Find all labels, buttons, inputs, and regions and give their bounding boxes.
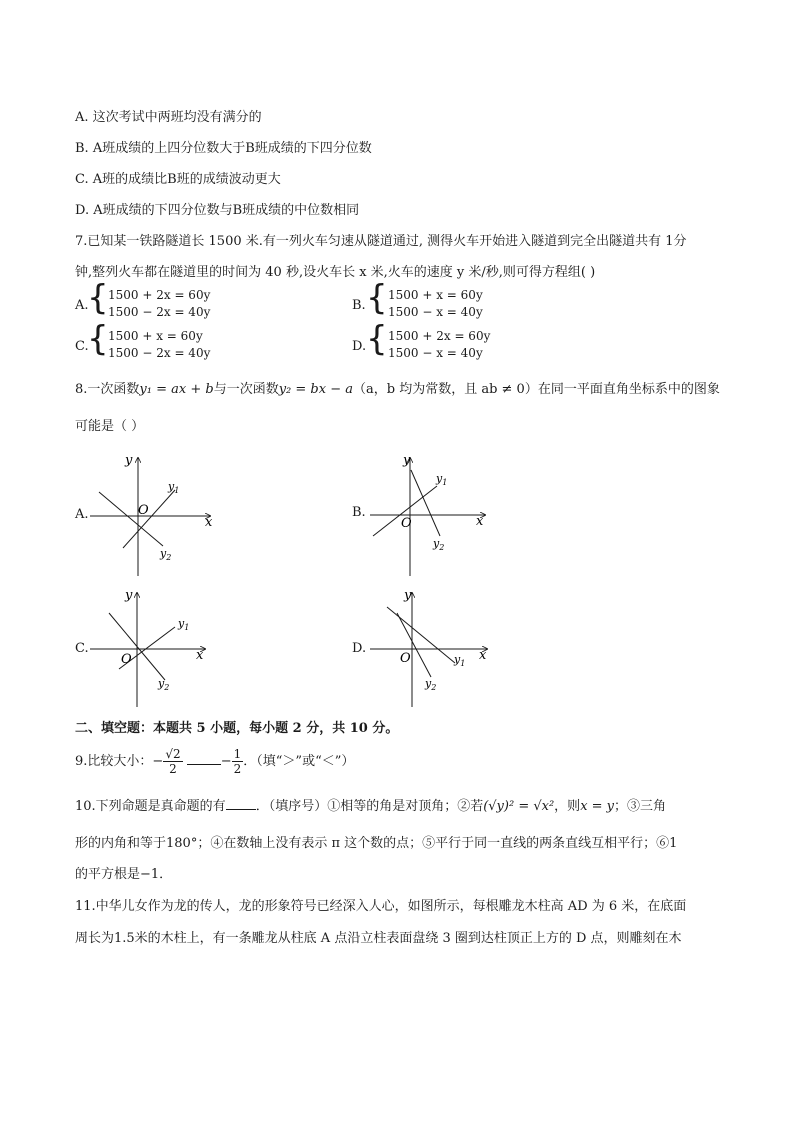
frac2-denominator: 2	[233, 762, 242, 776]
section-heading: 二、填空题：本题共 5 小题，每小题 2 分，共 10 分。	[75, 721, 399, 736]
x-axis-label: x	[205, 515, 213, 530]
q7-text-line2: 钟,整列火车都在隧道里的时间为 40 秒,设火车长 x 米,火车的速度 y 米/秒,则可得方程组( )	[75, 265, 596, 280]
origin-label: O	[400, 651, 411, 666]
y-axis-label: y	[403, 453, 411, 468]
line-y2	[397, 613, 431, 677]
q10-text-line2: 形的内角和等于180°；④在数轴上没有表示 π 这个数的点；⑤平行于同一直线的两条直线互相平行；⑥1	[75, 836, 678, 851]
q8-mid: 与一次函数	[213, 382, 279, 397]
q10-text-line1	[75, 795, 666, 814]
q8-graph-b-label: B.	[352, 505, 366, 520]
q8-graph-c	[85, 585, 215, 710]
y1-label: $y_1$	[454, 653, 466, 668]
minus-sign-1: −	[152, 754, 164, 769]
q8-graph-c-label: C.	[75, 641, 89, 656]
q7-option-d	[352, 319, 582, 366]
q8-text-line1	[75, 378, 720, 397]
q10-part-d: ，则	[554, 799, 581, 814]
q10-formula-2: x = y	[580, 799, 615, 814]
y2-label: $y_2$	[158, 677, 170, 692]
q8-graph-b	[365, 450, 495, 580]
q6-option-b: B. A班成绩的上四分位数大于B班成绩的下四分位数	[75, 141, 372, 156]
q9-fraction-2	[232, 747, 244, 776]
y2-label: $y_2$	[433, 537, 445, 552]
q8-graph-d	[365, 585, 495, 710]
q6-option-d: D. A班成绩的下四分位数与B班成绩的中位数相同	[75, 203, 360, 218]
y1-label: $y_1$	[178, 617, 190, 632]
q7-option-b-eq1: 1500 + x = 60y	[388, 288, 483, 302]
q6-option-a: A. 这次考试中两班均没有满分的	[75, 110, 262, 125]
q10-part-b: ．（填序号）①相等的角是对顶角；②若	[255, 799, 484, 814]
q10-formula: (√y)² = √x²	[483, 799, 555, 814]
y2-label: $y_2$	[425, 677, 437, 692]
x-axis-label: x	[476, 514, 484, 529]
q7-option-d-eq1: 1500 + 2x = 60y	[388, 329, 491, 343]
q8-text-line2: 可能是（ ）	[75, 419, 145, 434]
q10-part-f: ；③三角	[614, 799, 667, 814]
q7-option-c	[75, 319, 305, 366]
q7-option-a	[75, 278, 305, 325]
brace-icon: {	[87, 278, 109, 318]
brace-icon: {	[366, 278, 388, 318]
q8-post: （a，b 均为常数，且 ab ≠ 0）在同一平面直角坐标系中的图象	[352, 382, 720, 397]
q8-f2: y₂ = bx − a	[278, 382, 353, 397]
minus-sign-2: −	[220, 754, 232, 769]
y-axis-label: y	[404, 588, 412, 603]
q10-answer-blank[interactable]	[226, 797, 256, 810]
q7-option-c-eq1: 1500 + x = 60y	[108, 329, 203, 343]
q7-option-d-eq2: 1500 − x = 40y	[388, 346, 483, 360]
y1-label: $y_1$	[436, 472, 448, 487]
q7-option-b-eq2: 1500 − x = 40y	[388, 305, 483, 319]
q10-text-line3: 的平方根是−1．	[75, 867, 173, 882]
q8-f1: y₁ = ax + b	[139, 382, 214, 397]
q7-option-a-label: A.	[75, 298, 89, 313]
q7-option-c-label: C.	[75, 339, 89, 354]
q9-post: ．（填“＞”或“＜”）	[243, 754, 355, 769]
q7-option-d-label: D.	[352, 339, 367, 354]
frac1-numerator: √2	[165, 747, 181, 761]
frac1-denominator: 2	[169, 762, 177, 776]
y2-label: $y_2$	[160, 547, 172, 562]
q9-pre: 9.比较大小：	[75, 754, 153, 769]
q11-text-line1: 11.中华儿女作为龙的传人，龙的形象符号已经深入人心，如图所示，每根雕龙木柱高 AD 为 6 米，在底面	[75, 899, 687, 914]
q10-prefix: 10.下列命题是真命题的有	[75, 799, 226, 814]
origin-label: O	[401, 516, 412, 531]
brace-icon: {	[87, 319, 109, 359]
origin-label: O	[138, 503, 149, 518]
q6-option-c: C. A班的成绩比B班的成绩波动更大	[75, 172, 281, 187]
q9-fraction-1	[163, 747, 182, 776]
line-y2	[99, 492, 163, 546]
q8-graph-a	[85, 450, 225, 580]
q9-text	[75, 745, 354, 779]
q11-text-line2: 周长为1.5米的木柱上，有一条雕龙从柱底 A 点沿立柱表面盘绕 3 圈到达柱顶正上方的 D 点，则雕刻在木	[75, 931, 682, 946]
brace-icon: {	[366, 319, 388, 359]
frac2-numerator: 1	[233, 747, 242, 761]
x-axis-label: x	[196, 648, 204, 663]
q7-option-a-eq1: 1500 + 2x = 60y	[108, 288, 211, 302]
q7-option-b-label: B.	[352, 298, 366, 313]
q8-pre: 8.一次函数	[75, 382, 140, 397]
q7-option-a-eq2: 1500 − 2x = 40y	[108, 305, 211, 319]
x-axis-label: x	[479, 648, 487, 663]
y-axis-label: y	[125, 588, 133, 603]
q7-text-line1: 7.已知某一铁路隧道长 1500 米.有一列火车匀速从隧道通过, 测得火车开始进入隧道到完全出隧道共有 1分	[75, 234, 687, 249]
y-axis-label: y	[125, 453, 133, 468]
origin-label: O	[121, 652, 132, 667]
q8-graph-a-label: A.	[75, 507, 89, 522]
y1-label: $y_1$	[168, 480, 180, 495]
q9-answer-blank[interactable]	[187, 752, 221, 765]
line-y1	[387, 607, 455, 663]
q7-option-c-eq2: 1500 − 2x = 40y	[108, 346, 211, 360]
q8-graph-d-label: D.	[352, 641, 367, 656]
